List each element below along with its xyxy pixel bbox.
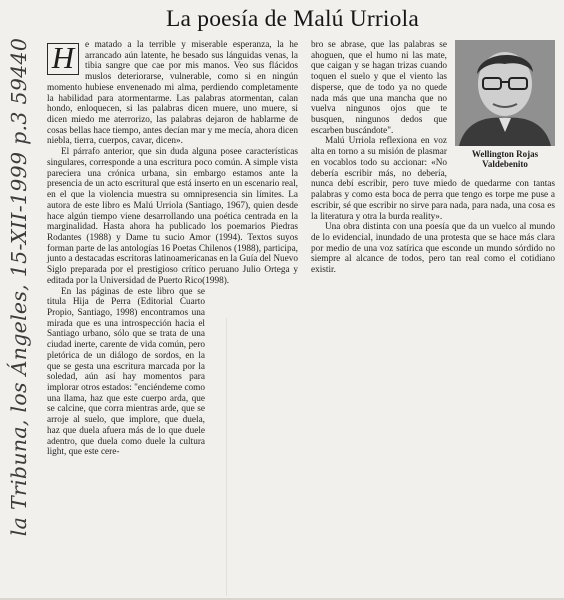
article-column-left bbox=[47, 40, 298, 458]
author-photo bbox=[455, 40, 555, 146]
paragraph-6: Una obra distinta con una poesía que da un vuelco al mundo de lo evidencial, inundado de una protesta que se hace más clara por medio de una voz satírica que esconde un mundo sórdido no siempre al alcance de todos, pero tan real como el cotidiano existir. bbox=[311, 222, 555, 276]
paragraph-3: En las páginas de este libro que se titula Hija de Perra (Editorial Cuarto Propio, Santiago, 1998) encontramos una mirada que es una introspección hacia el Santiago urbano, sólo que se trata de una ciudad inerte, carente de vida común, pero pletórica de un diálogo de sordos, en la que se gesta una escritura marcada por la soledad, aún así hay momentos para implorar otros estados: "enciéndeme como una llama, haz que este cuerpo arda, que se calcine, que corra mientras arde, que se arroje al suelo, que implore, que duela, haz que duela afuera más de lo que duele adentro, que duela como duele la cultura light, que este cere- bbox=[47, 286, 205, 458]
paragraph-2: El párrafo anterior, que sin duda alguna posee características singulares, corresponde a una escritura poco común. A simple vista pareciera una crónica urbana, sin embargo estamos ante la presencia de un acto escritural que está inserto en un escenario real, en el que la violencia muestra su omnipresencia sin límites. La autora de este libro es Malú Urriola (Santiago, 1967), quien desde hace algún tiempo viene desarrollando una poética centrada en la marginalidad. Hasta ahora ha publicado los poemarios Piedras Rodantes (1988) y Dame tu sucio Amor (1994). Textos suyos forman parte de las antologías 16 Poetas Chilenos (1988), participa, junto a destacadas escritoras latinoamericanas en la Guía del Nuevo Siglo preparada por el prestigioso crítico peruano Julio Ortega y editada por la Universidad de Puerto Rico(1998). bbox=[47, 147, 298, 286]
photo-caption bbox=[455, 149, 555, 169]
caption-line-2: Valdebenito bbox=[482, 159, 528, 169]
author-portrait-image bbox=[455, 40, 555, 146]
paragraph-1-text: e matado a la terrible y miserable esperanza, la he arrancado aún latente, he besado sus lánguidas venas, la tibia sangre que cae por mis manos. Veo sus flácidos muslos deteriorarse, vulnerable, como si en ningún momento hubiese envenenado mi alma, perdiendo completamente la habilidad para atormentarme. Las palabras atormentan, calan hondo, enloquecen, si las palabras dicen muere, uno muere, si dicen miedo me aterrorizo, las palabras dejaron de hablarme de cosas bellas hace tiempo, antes decían mar y me mecía, ahora dicen niebla, tierra, cuerpos, cavar, dicen». bbox=[47, 40, 298, 147]
author-photo-block bbox=[455, 40, 555, 169]
paragraph-4: bro se abrase, que las palabras se ahoguen, que el humo ni las mate, que caigan y se hagan trizas cuando toquen el suelo y que el viento las disperse, que de todo ya no quede nada más que una mancha que no vuelva ningunos ojos que te busquen, ningunos dedos que escarben buscándote". bbox=[311, 40, 447, 136]
drop-cap: H bbox=[47, 43, 79, 75]
article-headline: La poesía de Malú Urriola bbox=[166, 6, 419, 32]
article-column-right bbox=[311, 40, 555, 276]
caption-line-1: Wellington Rojas bbox=[471, 149, 539, 159]
handwritten-margin-note bbox=[2, 0, 36, 580]
paragraph-1 bbox=[47, 40, 298, 147]
margin-note-text: la Tribuna, los Ángeles, 15-XII-1999 p.3 59440 bbox=[7, 37, 31, 537]
paragraph-5: Malú Urriola reflexiona en voz alta en torno a su misión de plasmar en vocablos todo su accionar: «No debería escribir más, no debería, nunca debí escribir, pero tuve miedo de quedarme con tantas palabras y como esta boca de perra que tengo es torpe me puse a escribir, sé que escribir no sirve para nada, para nada, una cosa es la literatura y otra la burda reality». bbox=[311, 136, 555, 222]
